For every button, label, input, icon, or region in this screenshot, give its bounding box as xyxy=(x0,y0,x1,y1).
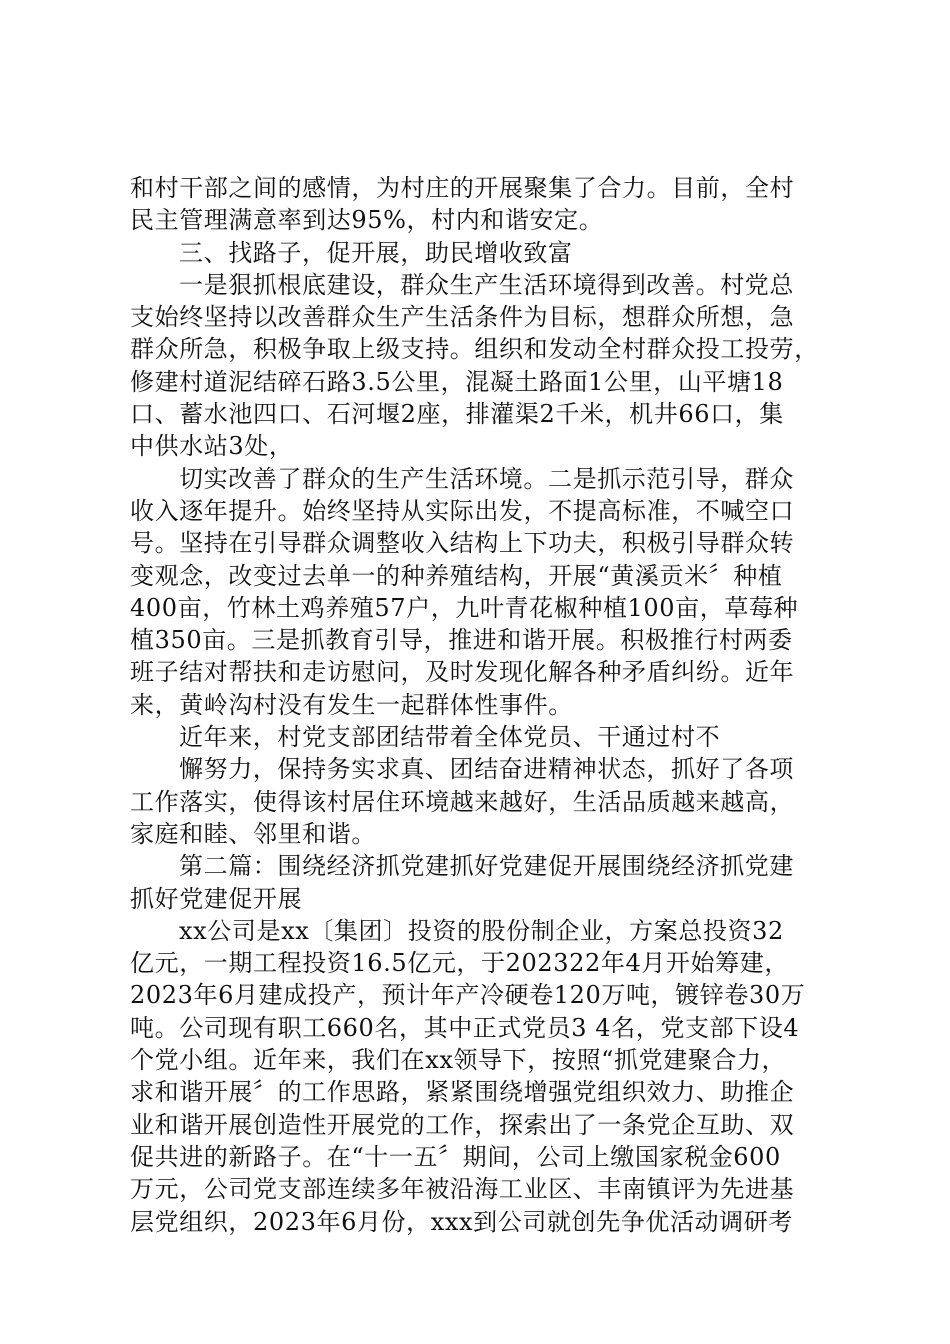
text-line: 口、蓄水池四口、石河堰2座，排灌渠2千米，机井66口，集 xyxy=(130,400,784,429)
text-line: 一是狠抓根底建设，群众生产生活环境得到改善。村党总 xyxy=(179,270,794,299)
text-line: xx公司是xx〔集团〕投资的股份制企业，方案总投资32 xyxy=(179,916,784,945)
text-line: 植350亩。三是抓教育引导，推进和谐开展。积极推行村两委 xyxy=(130,626,793,655)
text-line: 吨。公司现有职工660名，其中正式党员3 4名，党支部下设4 xyxy=(130,1013,800,1042)
text-line: 近年来，村党支部团结带着全体党员、干通过村不 xyxy=(179,723,721,752)
text-line: 个党小组。近年来，我们在xx领导下，按照“抓党建聚合力， xyxy=(130,1046,787,1075)
text-line: 求和谐开展〞的工作思路，紧紧围绕增强党组织效力、助推企 xyxy=(130,1078,795,1107)
body-text xyxy=(130,172,830,1238)
text-line: 三、找路子，促开展，助民增收致富 xyxy=(179,238,573,267)
text-line: 业和谐开展创造性开展党的工作，探索出了一条党企互助、双 xyxy=(130,1110,795,1139)
text-line: 层党组织，2023年6月份，xxx到公司就创先争优活动调研考 xyxy=(130,1207,793,1236)
text-line: 民主管理满意率到达95%，村内和谐安定。 xyxy=(130,206,604,235)
text-line: 抓好党建促开展 xyxy=(130,884,303,913)
text-line: 2023年6月建成投产，预计年产冷硬卷120万吨，镀锌卷30万 xyxy=(130,981,806,1010)
text-line: 中供水站3处， xyxy=(130,432,294,461)
text-line: 变观念，改变过去单一的种养殖结构，开展“黄溪贡米〞种植 xyxy=(130,561,783,590)
text-line: 切实改善了群众的生产生活环境。二是抓示范引导，群众 xyxy=(179,464,794,493)
text-line: 万元，公司党支部连续多年被沿海工业区、丰南镇评为先进基 xyxy=(130,1175,795,1204)
text-line: 第二篇：围绕经济抓党建抓好党建促开展围绕经济抓党建 xyxy=(179,852,794,881)
text-line: 亿元，一期工程投资16.5亿元，于202322年4月开始筹建， xyxy=(130,949,789,978)
text-line: 懈努力，保持务实求真、团结奋进精神状态，抓好了各项 xyxy=(179,755,794,784)
text-line: 来，黄岭沟村没有发生一起群体性事件。 xyxy=(130,690,573,719)
text-line: 支始终坚持以改善群众生产生活条件为目标，想群众所想，急 xyxy=(130,303,795,332)
text-line: 收入逐年提升。始终坚持从实际出发，不提高标准，不喊空口 xyxy=(130,496,795,525)
text-line: 班子结对帮扶和走访慰问，及时发现化解各种矛盾纠纷。近年 xyxy=(130,658,795,687)
text-line: 促共进的新路子。在“十一五〞期间，公司上缴国家税金600 xyxy=(130,1142,781,1171)
text-line: 400亩，竹林土鸡养殖57户，九叶青花椒种植100亩，草莓种 xyxy=(130,593,799,622)
text-line: 家庭和睦、邻里和谐。 xyxy=(130,819,376,848)
text-line: 和村干部之间的感情，为村庄的开展聚集了合力。目前，全村 xyxy=(130,174,795,202)
text-line: 号。坚持在引导群众调整收入结构上下功夫，积极引导群众转 xyxy=(130,529,795,558)
text-line: 群众所急，积极争取上级支持。组织和发动全村群众投工投劳， xyxy=(130,335,819,364)
text-line: 修建村道泥结碎石路3.5公里，混凝土路面1公里，山平塘18 xyxy=(130,367,784,396)
text-line: 工作落实，使得该村居住环境越来越好，生活品质越来越高， xyxy=(130,787,795,816)
